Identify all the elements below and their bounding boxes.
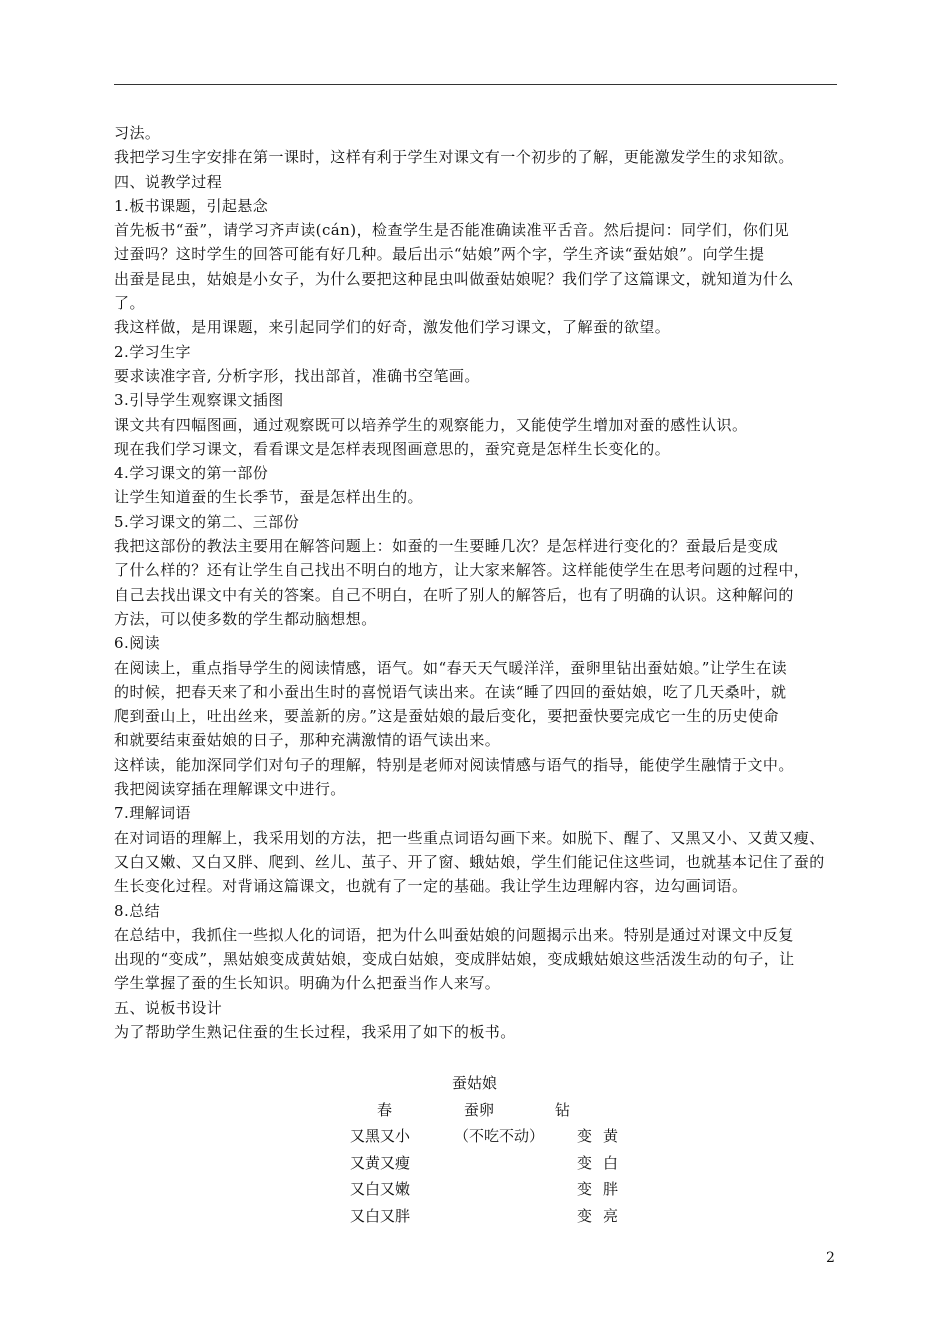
text-line: 8.总结 [114,901,161,920]
text-line: 了什么样的？还有让学生自己找出不明白的地方，让大家来解答。这样能使学生在思考问题的过程中， [114,561,810,580]
text-line: 方法，可以使多数的学生都动脑想想。 [114,609,377,628]
header-rule [114,84,837,85]
text-line: 自己去找出课文中有关的答案。自己不明白，在听了别人的解答后，也有了明确的认识。这种解问的 [114,585,794,604]
board-change: 变 [577,1180,593,1198]
text-line: 在总结中，我抓住一些拟人化的词语，把为什么叫蚕姑娘的问题揭示出来。特别是通过对课文中反复 [114,925,794,944]
text-line: 我把阅读穿插在理解课文中进行。 [114,780,346,799]
text-line: 习法。 [114,124,161,142]
text-line: 6.阅读 [114,634,161,653]
text-line: 我这样做，是用课题，来引起同学们的好奇，激发他们学习课文，了解蚕的欲望。 [114,318,671,337]
text-line: 4.学习课文的第一部份 [114,464,269,483]
board-change: 变 [577,1153,593,1172]
board-title: 蚕姑娘 [452,1074,498,1092]
text-line: 爬到蚕山上，吐出丝来，要盖新的房。”这是蚕姑娘的最后变化，要把蚕快要完成它一生的历史使命 [114,707,779,726]
text-line: 五、说板书设计 [114,998,223,1017]
board-result: 亮 [603,1206,619,1225]
blackboard-design [114,1072,838,1231]
text-line: 7.理解词语 [114,804,192,823]
board-result: 胖 [603,1180,619,1198]
board-drill: 钻 [555,1100,571,1119]
text-line: 要求读准字音, 分析字形，找出部首，准确书空笔画。 [114,366,480,385]
page-number: 2 [826,1250,835,1266]
board-note: （不吃不动） [454,1127,545,1145]
board-change: 变 [577,1127,593,1145]
board-desc: 又白又嫩 [350,1180,411,1198]
board-change: 变 [577,1206,593,1225]
text-line: 和就要结束蚕姑娘的日子，那种充满激情的语气读出来。 [114,731,501,750]
text-line: 又白又嫩、又白又胖、爬到、丝儿、茧子、开了窗、蛾姑娘，学生们能记住这些词，也就基本记住了蚕的 [114,852,825,871]
text-line: 出现的“变成”，黑姑娘变成黄姑娘，变成白姑娘，变成胖姑娘，变成蛾姑娘这些活泼生动的句子，让 [114,950,795,969]
text-line: 首先板书“蚕”，请学习齐声读(cán)，检查学生是否能准确读准平舌音。然后提问：同学们，你们见 [114,221,790,240]
text-line: 四、说教学过程 [114,172,223,191]
board-egg: 蚕卵 [464,1100,495,1119]
text-line: 课文共有四幅图画，通过观察既可以培养学生的观察能力，又能使学生增加对蚕的感性认识。 [114,415,748,434]
text-line: 学生掌握了蚕的生长知识。明确为什么把蚕当作人来写。 [114,974,501,993]
text-line: 让学生知道蚕的生长季节，蚕是怎样出生的。 [114,488,424,507]
board-spring: 春 [377,1100,393,1119]
text-line: 2.学习生字 [114,342,192,361]
text-line: 这样读，能加深同学们对句子的理解，特别是老师对阅读情感与语气的指导，能使学生融情于文中。 [114,755,794,774]
text-line: 我把学习生字安排在第一课时，这样有利于学生对课文有一个初步的了解，更能激发学生的求知欲。 [114,148,794,167]
board-desc: 又黑又小 [350,1127,411,1145]
text-line: 3.引导学生观察课文插图 [114,391,284,410]
text-line: 生长变化过程。对背诵这篇课文，也就有了一定的基础。我让学生边理解内容，边勾画词语。 [114,877,748,896]
text-line: 的时候，把春天来了和小蚕出生时的喜悦语气读出来。在读“睡了四回的蚕姑娘，吃了几天桑叶，就 [114,682,787,701]
text-line: 1.板书课题，引起悬念 [114,196,269,215]
text-line: 在对词语的理解上，我采用划的方法，把一些重点词语勾画下来。如脱下、醒了、又黑又小、又黄又瘦、 [114,828,825,847]
text-line: 现在我们学习课文，看看课文是怎样表现图画意思的，蚕究竟是怎样生长变化的。 [114,439,671,458]
board-result: 白 [603,1153,619,1172]
text-line: 过蚕吗？这时学生的回答可能有好几种。最后出示“姑娘”两个字，学生齐读“蚕姑娘”。向学生提 [114,245,765,264]
text-line: 为了帮助学生熟记住蚕的生长过程，我采用了如下的板书。 [114,1022,516,1041]
text-line: 了。 [114,294,145,313]
text-line: 出蚕是昆虫，姑娘是小女子，为什么要把这种昆虫叫做蚕姑娘呢？我们学了这篇课文，就知道为什么 [114,269,794,288]
text-line: 在阅读上，重点指导学生的阅读情感，语气。如“春天天气暖洋洋，蚕卵里钻出蚕姑娘。”让学生在读 [114,658,788,677]
text-line: 我把这部份的教法主要用在解答问题上：如蚕的一生要睡几次？是怎样进行变化的？蚕最后是变成 [114,537,779,556]
text-line: 5.学习课文的第二、三部份 [114,512,300,531]
board-desc: 又白又胖 [350,1206,411,1225]
board-desc: 又黄又瘦 [350,1153,411,1172]
board-result: 黄 [603,1127,619,1145]
document-body [114,121,838,1044]
